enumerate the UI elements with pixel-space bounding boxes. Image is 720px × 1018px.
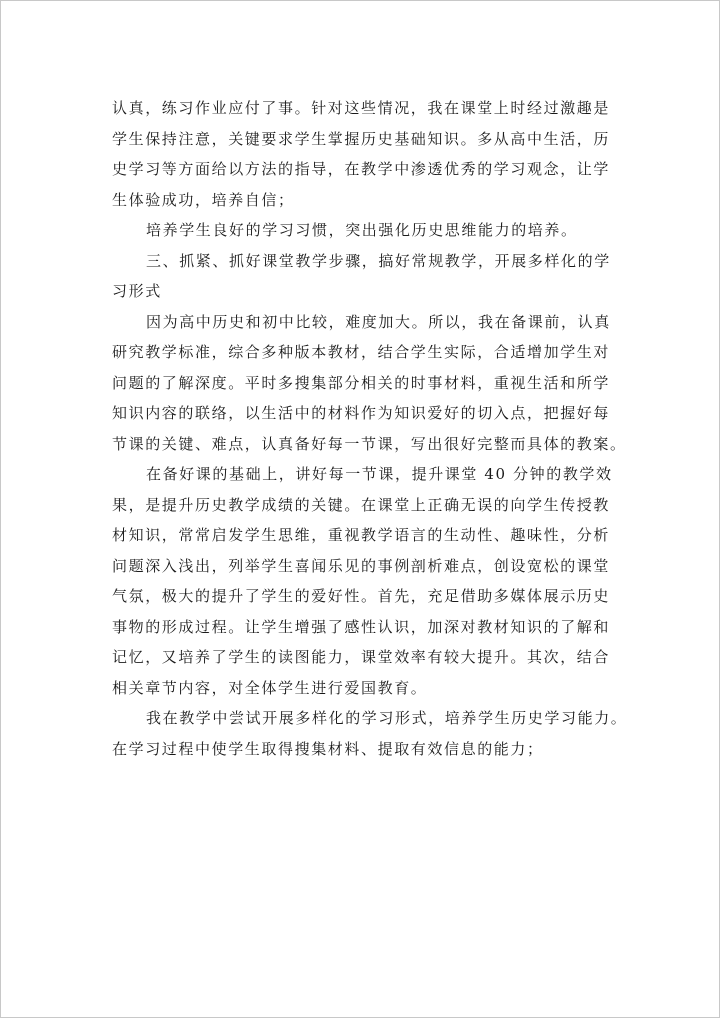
text-line: 我在教学中尝试开展多样化的学习形式，培养学生历史学习能力。 — [146, 709, 628, 727]
paragraph — [112, 307, 627, 460]
text-line: 在备好课的基础上，讲好每一节课，提升课堂 40 分钟的教学效 — [146, 465, 613, 483]
text-line: 材知识，常常启发学生思维，重视教学语言的生动性、趣味性，分析 — [112, 526, 611, 544]
text-line: 因为高中历史和初中比较，难度加大。所以，我在备课前，认真 — [146, 312, 611, 331]
text-line: 知识内容的联络，以生活中的材料作为知识爱好的切入点，把握好每 — [112, 404, 611, 422]
text-line: 节课的关键、难点，认真备好每一节课，写出很好完整而具体的教案。 — [112, 434, 627, 453]
section-heading — [112, 246, 614, 307]
text-line: 相关章节内容，对全体学生进行爱国教育。 — [112, 678, 428, 697]
text-line: 问题的了解深度。平时多搜集部分相关的时事材料，重视生活和所学 — [112, 373, 611, 392]
text-line: 果，是提升历史教学成绩的关键。在课堂上正确无误的向学生传授教 — [112, 495, 611, 514]
text-line: 习形式 — [112, 282, 162, 300]
text-line: 气氛，极大的提升了学生的爱好性。首先，充足借助多媒体展示历史 — [112, 587, 611, 605]
paragraph — [112, 93, 614, 215]
text-line: 三、抓紧、抓好课堂教学步骤，搞好常规教学，开展多样化的学 — [146, 251, 611, 270]
text-line: 记忆，又培养了学生的读图能力，课堂效率有较大提升。其次，结合 — [112, 648, 611, 666]
paragraph — [112, 215, 614, 246]
text-line: 认真，练习作业应付了事。针对这些情况，我在课堂上时经过激趣是 — [112, 99, 611, 117]
text-line: 学生保持注意，关键要求学生掌握历史基础知识。多从高中生活，历 — [112, 129, 611, 148]
text-line: 培养学生良好的学习习惯，突出强化历史思维能力的培养。 — [146, 221, 578, 239]
text-line: 问题深入浅出，列举学生喜闻乐见的事例剖析难点，创设宽松的课堂 — [112, 556, 611, 575]
document-body — [112, 93, 628, 764]
text-line: 研究教学标准，综合多种版本教材，结合学生实际，合适增加学生对 — [112, 343, 611, 361]
text-line: 生体验成功，培养自信； — [112, 190, 295, 209]
paragraph — [112, 703, 628, 764]
paragraph — [112, 459, 614, 703]
text-line: 史学习等方面给以方法的指导，在教学中渗透优秀的学习观念，让学 — [112, 160, 611, 178]
text-line: 事物的形成过程。让学生增强了感性认识，加深对教材知识的了解和 — [112, 617, 611, 636]
text-line: 在学习过程中使学生取得搜集材料、提取有效信息的能力； — [112, 739, 544, 758]
